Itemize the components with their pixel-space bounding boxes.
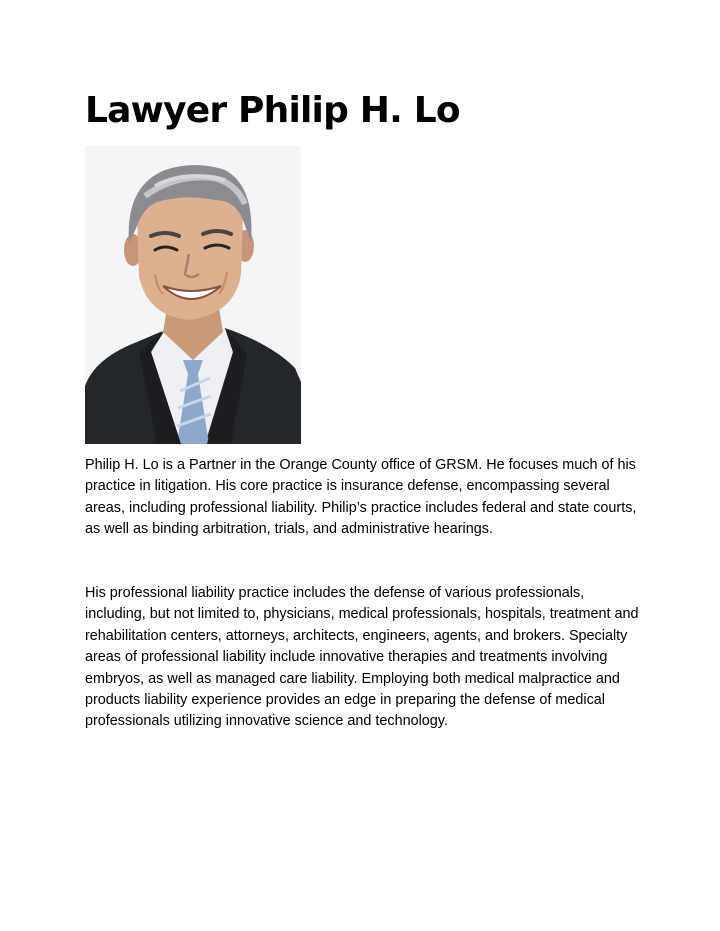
bio-paragraph-2: His professional liability practice includes the defense of various professionals, including, but not limited to, physicians, medical professionals, hospitals, treatment and rehabilitation centers, attorneys, architects, engineers, agents, and brokers. Specialty areas of professional liability include innovative therapies and treatments involving embryos, as well as managed care liability. Employing both medical malpractice and products liability experience provides an edge in preparing the defense of medical professionals utilizing innovative science and technology. xyxy=(85,585,639,730)
bio-paragraph-1: Philip H. Lo is a Partner in the Orange County office of GRSM. He focuses much of his practice in litigation. His core practice is insurance defense, encompassing several areas, including professional liability. Philip’s practice includes federal and state courts, as well as binding arbitration, trials, and administrative hearings. xyxy=(85,457,637,538)
page-title: Lawyer Philip H. Lo xyxy=(85,90,460,131)
portrait-photo xyxy=(85,146,301,444)
